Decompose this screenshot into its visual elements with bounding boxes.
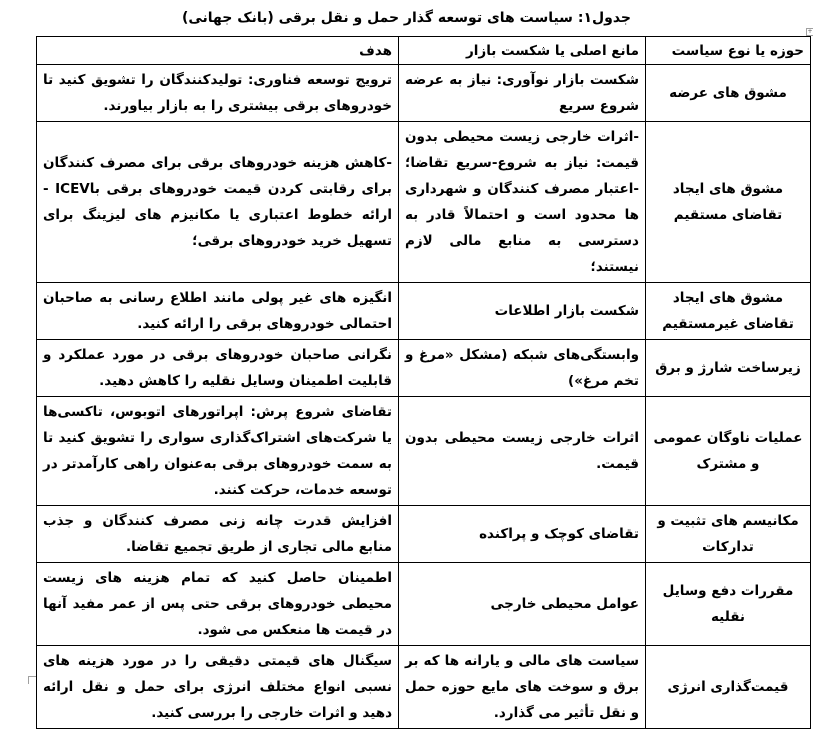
- table-move-handle-icon[interactable]: +: [807, 28, 813, 35]
- cell-barrier: شکست بازار اطلاعات: [399, 283, 646, 340]
- header-barrier: مانع اصلی یا شکست بازار: [399, 37, 646, 65]
- cell-area: مقررات دفع وسایل نقلیه: [646, 563, 811, 646]
- cell-barrier: سیاست های مالی و یارانه ها که بر برق و سوخت های مایع حوزه حمل و نقل تأثیر می گذارد.: [399, 646, 646, 729]
- cell-area: قیمت‌گذاری انرژی: [646, 646, 811, 729]
- table-row: [37, 283, 811, 340]
- table-row: [37, 122, 811, 283]
- cell-goal: -کاهش هزینه خودروهای برقی برای مصرف کنندگان برای رقابتی کردن قیمت خودروهای برقی باICEV - ارائه خطوط اعتباری یا مکانیزم های لیزینگ برای تسهیل خرید خودروهای برقی؛: [37, 122, 399, 283]
- table-row: [37, 340, 811, 397]
- cell-goal: نگرانی صاحبان خودروهای برقی در مورد عملکرد و قابلیت اطمینان وسایل نقلیه را کاهش دهید.: [37, 340, 399, 397]
- policy-table: [36, 36, 811, 729]
- cell-barrier: تقاضای کوچک و پراکنده: [399, 506, 646, 563]
- cell-area: زیرساخت شارژ و برق: [646, 340, 811, 397]
- cell-barrier: -اثرات خارجی زیست محیطی بدون قیمت: نیاز به شروع-سریع تقاضا؛ -اعتبار مصرف کنندگان و شهرداری ها محدود است و احتمالاً قادر به دسترسی به منابع مالی لازم نیستند؛: [399, 122, 646, 283]
- cell-area: مکانیسم های تثبیت و تدارکات: [646, 506, 811, 563]
- table-row: [37, 563, 811, 646]
- cell-barrier: وابستگی‌های شبکه (مشکل «مرغ و تخم مرغ»): [399, 340, 646, 397]
- cell-barrier: عوامل محیطی خارجی: [399, 563, 646, 646]
- table-row: [37, 506, 811, 563]
- cell-goal: تقاضای شروع پرش: اپراتورهای اتوبوس، تاکسی‌ها یا شرکت‌های اشتراک‌گذاری سواری را تشویق کنید تا به سمت خودروهای برقی به‌عنوان راهی کارآمدتر در توسعه خدمات، حرکت کنند.: [37, 397, 399, 506]
- cell-goal: اطمینان حاصل کنید که تمام هزینه های زیست محیطی خودروهای برقی حتی پس از عمر مفید آنها در قیمت ها منعکس می شود.: [37, 563, 399, 646]
- cell-goal: افزایش قدرت چانه زنی مصرف کنندگان و جذب منابع مالی تجاری از طریق تجمیع تقاضا.: [37, 506, 399, 563]
- cell-area: عملیات ناوگان عمومی و مشترک: [646, 397, 811, 506]
- table-row: [37, 646, 811, 729]
- table-header-row: [37, 37, 811, 65]
- header-goal: هدف: [37, 37, 399, 65]
- cell-area: مشوق های عرضه: [646, 65, 811, 122]
- cell-goal: سیگنال های قیمتی دقیقی را در مورد هزینه های نسبی انواع مختلف انرژی برای حمل و نقل ارائه دهید و اثرات خارجی را بررسی کنید.: [37, 646, 399, 729]
- cell-area: مشوق های ایجاد تقاضای مستقیم: [646, 122, 811, 283]
- cell-area: مشوق های ایجاد تقاضای غیرمستقیم: [646, 283, 811, 340]
- cell-barrier: شکست بازار نوآوری: نیاز به عرضه شروع سریع: [399, 65, 646, 122]
- cell-goal: انگیزه های غیر پولی مانند اطلاع رسانی به صاحبان احتمالی خودروهای برقی را ارائه کنید.: [37, 283, 399, 340]
- table-row: [37, 65, 811, 122]
- table-caption: جدول۱: سیاست های توسعه گذار حمل و نقل برقی (بانک جهانی): [181, 10, 632, 26]
- header-area: حوزه یا نوع سیاست: [646, 37, 811, 65]
- cell-goal: ترویج توسعه فناوری: تولیدکنندگان را تشویق کنید تا خودروهای برقی بیشتری را به بازار بیاورند.: [37, 65, 399, 122]
- cell-barrier: اثرات خارجی زیست محیطی بدون قیمت.: [399, 397, 646, 506]
- table-row: [37, 397, 811, 506]
